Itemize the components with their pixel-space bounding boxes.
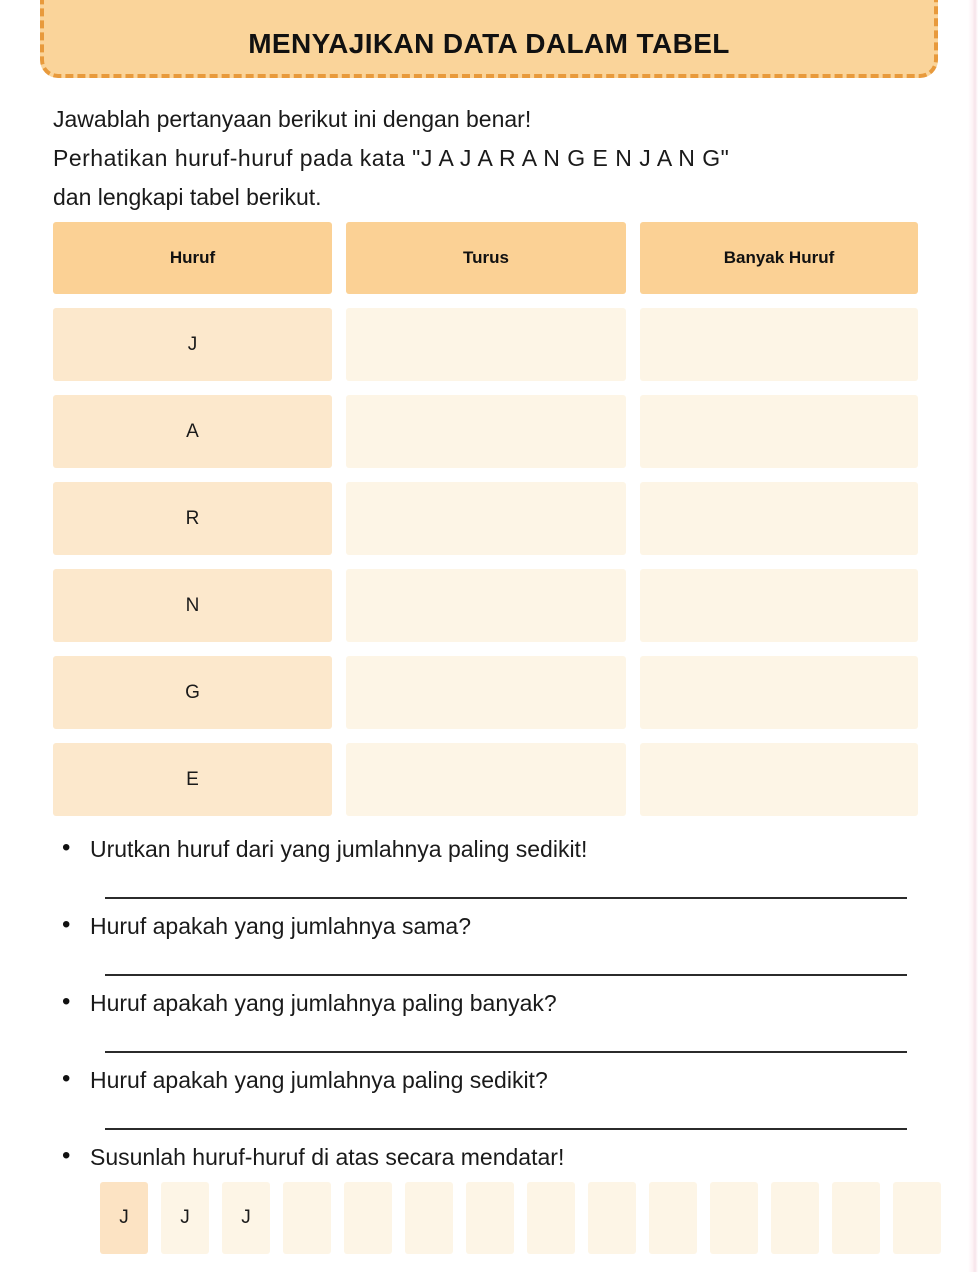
bullet-icon: • <box>62 1142 71 1169</box>
cell-huruf: G <box>53 656 332 729</box>
table-header-row <box>53 222 918 294</box>
answer-line[interactable] <box>105 1051 907 1053</box>
bullet-icon: • <box>62 988 71 1015</box>
table-row <box>53 569 918 642</box>
intro-line-3: dan lengkapi tabel berikut. <box>53 184 322 210</box>
question-text-wrapper <box>62 1061 932 1095</box>
letter-box[interactable] <box>405 1182 453 1254</box>
question-item <box>62 1061 932 1138</box>
cell-huruf: J <box>53 308 332 381</box>
cell-huruf: N <box>53 569 332 642</box>
letter-box[interactable] <box>527 1182 575 1254</box>
cell-huruf: R <box>53 482 332 555</box>
question-item <box>62 907 932 984</box>
page-title: MENYAJIKAN DATA DALAM TABEL <box>248 28 730 59</box>
question-text-wrapper <box>62 984 932 1018</box>
cell-banyak-input[interactable] <box>640 395 918 468</box>
table-row <box>53 482 918 555</box>
question-label: Susunlah huruf-huruf di atas secara mendatar! <box>90 1144 565 1170</box>
table-row <box>53 395 918 468</box>
cell-banyak-input[interactable] <box>640 656 918 729</box>
cell-banyak-input[interactable] <box>640 308 918 381</box>
question-item <box>62 830 932 907</box>
title-banner <box>40 0 938 78</box>
cell-turus-input[interactable] <box>346 308 626 381</box>
question-text-wrapper <box>62 907 932 941</box>
letter-box[interactable] <box>588 1182 636 1254</box>
letter-box[interactable] <box>344 1182 392 1254</box>
cell-turus-input[interactable] <box>346 482 626 555</box>
cell-turus-input[interactable] <box>346 656 626 729</box>
cell-huruf: E <box>53 743 332 816</box>
answer-line[interactable] <box>105 1128 907 1130</box>
table-row <box>53 308 918 381</box>
letter-box[interactable] <box>832 1182 880 1254</box>
letter-box[interactable] <box>771 1182 819 1254</box>
bullet-icon: • <box>62 834 71 861</box>
table-row <box>53 743 918 816</box>
column-header-banyak-huruf: Banyak Huruf <box>640 222 918 294</box>
letter-box[interactable]: J <box>222 1182 270 1254</box>
tally-table <box>53 222 918 830</box>
letter-box[interactable]: J <box>161 1182 209 1254</box>
column-header-huruf: Huruf <box>53 222 332 294</box>
bullet-icon: • <box>62 911 71 938</box>
question-text-wrapper <box>62 830 932 864</box>
question-label: Huruf apakah yang jumlahnya paling banyak? <box>90 990 557 1016</box>
cell-turus-input[interactable] <box>346 743 626 816</box>
cell-turus-input[interactable] <box>346 395 626 468</box>
question-list <box>62 830 932 1215</box>
answer-line[interactable] <box>105 974 907 976</box>
bullet-icon: • <box>62 1065 71 1092</box>
cell-banyak-input[interactable] <box>640 743 918 816</box>
letter-box[interactable] <box>283 1182 331 1254</box>
table-row <box>53 656 918 729</box>
question-label: Huruf apakah yang jumlahnya sama? <box>90 913 472 939</box>
letter-box[interactable] <box>710 1182 758 1254</box>
question-item <box>62 984 932 1061</box>
intro-instructions <box>53 100 933 217</box>
column-header-turus: Turus <box>346 222 626 294</box>
letter-box[interactable] <box>893 1182 941 1254</box>
letter-box[interactable]: J <box>100 1182 148 1254</box>
question-text-wrapper <box>62 1138 932 1172</box>
intro-line-2: Perhatikan huruf-huruf pada kata "J A J A R A N G E N J A N G" <box>53 145 730 171</box>
letter-box[interactable] <box>466 1182 514 1254</box>
cell-banyak-input[interactable] <box>640 482 918 555</box>
letter-box[interactable] <box>649 1182 697 1254</box>
intro-line-1: Jawablah pertanyaan berikut ini dengan benar! <box>53 106 532 132</box>
cell-turus-input[interactable] <box>346 569 626 642</box>
cell-huruf: A <box>53 395 332 468</box>
question-label: Urutkan huruf dari yang jumlahnya paling sedikit! <box>90 836 588 862</box>
page-edge-strip <box>968 0 978 1272</box>
answer-line[interactable] <box>105 897 907 899</box>
question-label: Huruf apakah yang jumlahnya paling sedikit? <box>90 1067 548 1093</box>
cell-banyak-input[interactable] <box>640 569 918 642</box>
letter-box-row <box>100 1182 941 1254</box>
